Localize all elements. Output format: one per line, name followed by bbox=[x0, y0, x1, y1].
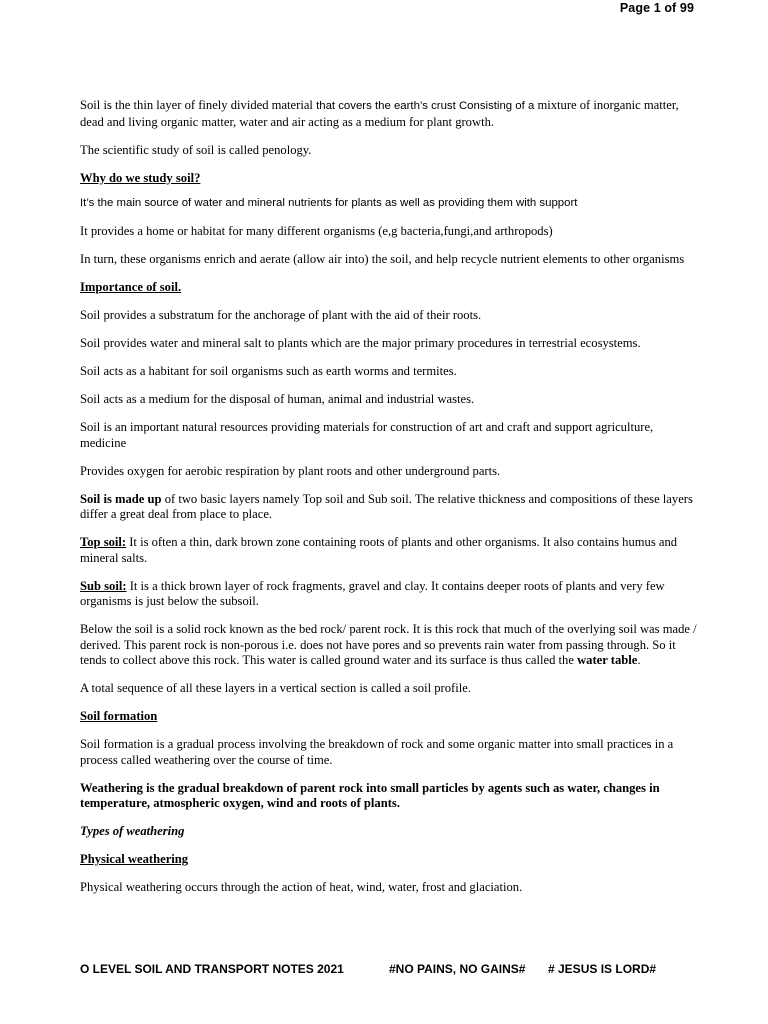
text-span: mixture of inorganic matter, dead and living organic matter, water and air acting as a medium for plant growth. bbox=[80, 98, 679, 129]
paragraph-importance-6: Provides oxygen for aerobic respiration by plant roots and other underground parts. bbox=[80, 463, 501, 478]
heading-soil-formation: Soil formation bbox=[80, 709, 158, 723]
document-body bbox=[80, 98, 700, 896]
paragraph-importance-5: Soil is an important natural resources providing materials for construction of art and craft and support agriculture, medicine bbox=[80, 420, 654, 450]
heading-physical-weathering: Physical weathering bbox=[80, 852, 189, 866]
paragraph-top-soil bbox=[80, 535, 700, 566]
page-number: Page 1 of 99 bbox=[619, 1, 694, 15]
paragraph-habitat: It provides a home or habitat for many different organisms (e,g bacteria,fungi,and arthropods) bbox=[80, 224, 553, 238]
footer-slogan: # JESUS IS LORD# bbox=[548, 962, 657, 976]
paragraph-penology: The scientific study of soil is called penology. bbox=[80, 142, 312, 157]
text-span: Soil is the thin layer of finely divided material bbox=[80, 98, 317, 112]
text-span: Below the soil is a solid rock known as the bed rock/ parent rock. It is this rock that much of the overlying soil was made / derived. This parent rock is non-porous i.e. does not have pores and so prevents rain water from passing through. So it tends to collect above this rock. This water is called ground water and its surface is thus called the bbox=[80, 622, 697, 667]
bold-term: water table bbox=[577, 653, 638, 667]
paragraph-weathering-definition: Weathering is the gradual breakdown of parent rock into small particles by agents such as water, changes in temperature, atmospheric oxygen, wind and roots of plants. bbox=[80, 780, 660, 810]
paragraph-bedrock bbox=[80, 622, 700, 669]
paragraph-formation: Soil formation is a gradual process involving the breakdown of rock and some organic matter into small practices in a process called weathering over the course of time. bbox=[80, 737, 674, 767]
paragraph-importance-1: Soil provides a substratum for the anchorage of plant with the aid of their roots. bbox=[80, 308, 482, 322]
paragraph-sub-soil bbox=[80, 579, 700, 610]
paragraph-importance-2: Soil provides water and mineral salt to plants which are the major primary procedures in terrestrial ecosystems. bbox=[80, 336, 641, 350]
footer-title: O LEVEL SOIL AND TRANSPORT NOTES 2021 bbox=[80, 962, 344, 976]
heading-why-study: Why do we study soil? bbox=[80, 170, 201, 185]
text-span: It is a thick brown layer of rock fragments, gravel and clay. It contains deeper roots of plants and very few organisms is just below the subsoil. bbox=[80, 578, 665, 608]
paragraph-made-up bbox=[80, 492, 700, 523]
footer-motto: #NO PAINS, NO GAINS# bbox=[389, 962, 526, 976]
paragraph-importance-3: Soil acts as a habitant for soil organisms such as earth worms and termites. bbox=[80, 364, 457, 378]
paragraph-physical-weathering: Physical weathering occurs through the action of heat, wind, water, frost and glaciation. bbox=[80, 880, 523, 894]
term-label: Top soil: bbox=[80, 535, 127, 549]
paragraph-main-source: It’s the main source of water and mineral nutrients for plants as well as providing them with support bbox=[80, 197, 578, 209]
text-span: of two basic layers namely Top soil and Sub soil. The relative thickness and compositions of these layers differ a great deal from place to place. bbox=[80, 491, 693, 521]
paragraph-importance-4: Soil acts as a medium for the disposal of human, animal and industrial wastes. bbox=[80, 392, 475, 406]
subheading-types-of-weathering: Types of weathering bbox=[80, 824, 185, 838]
heading-importance: Importance of soil. bbox=[80, 280, 182, 294]
paragraph-enrich: In turn, these organisms enrich and aerate (allow air into) the soil, and help recycle nutrient elements to other organisms bbox=[80, 252, 685, 266]
term-label: Sub soil: bbox=[80, 578, 127, 593]
paragraph-soil-profile: A total sequence of all these layers in a vertical section is called a soil profile. bbox=[80, 681, 471, 695]
text-span-sans: that covers the earth’s crust Consisting of a bbox=[316, 100, 535, 112]
text-span: . bbox=[637, 653, 641, 667]
paragraph-soil-definition bbox=[80, 98, 700, 130]
text-span: It is often a thin, dark brown zone containing roots of plants and other organisms. It also contains humus and mineral salts. bbox=[80, 535, 678, 565]
bold-label: Soil is made up bbox=[80, 491, 162, 506]
